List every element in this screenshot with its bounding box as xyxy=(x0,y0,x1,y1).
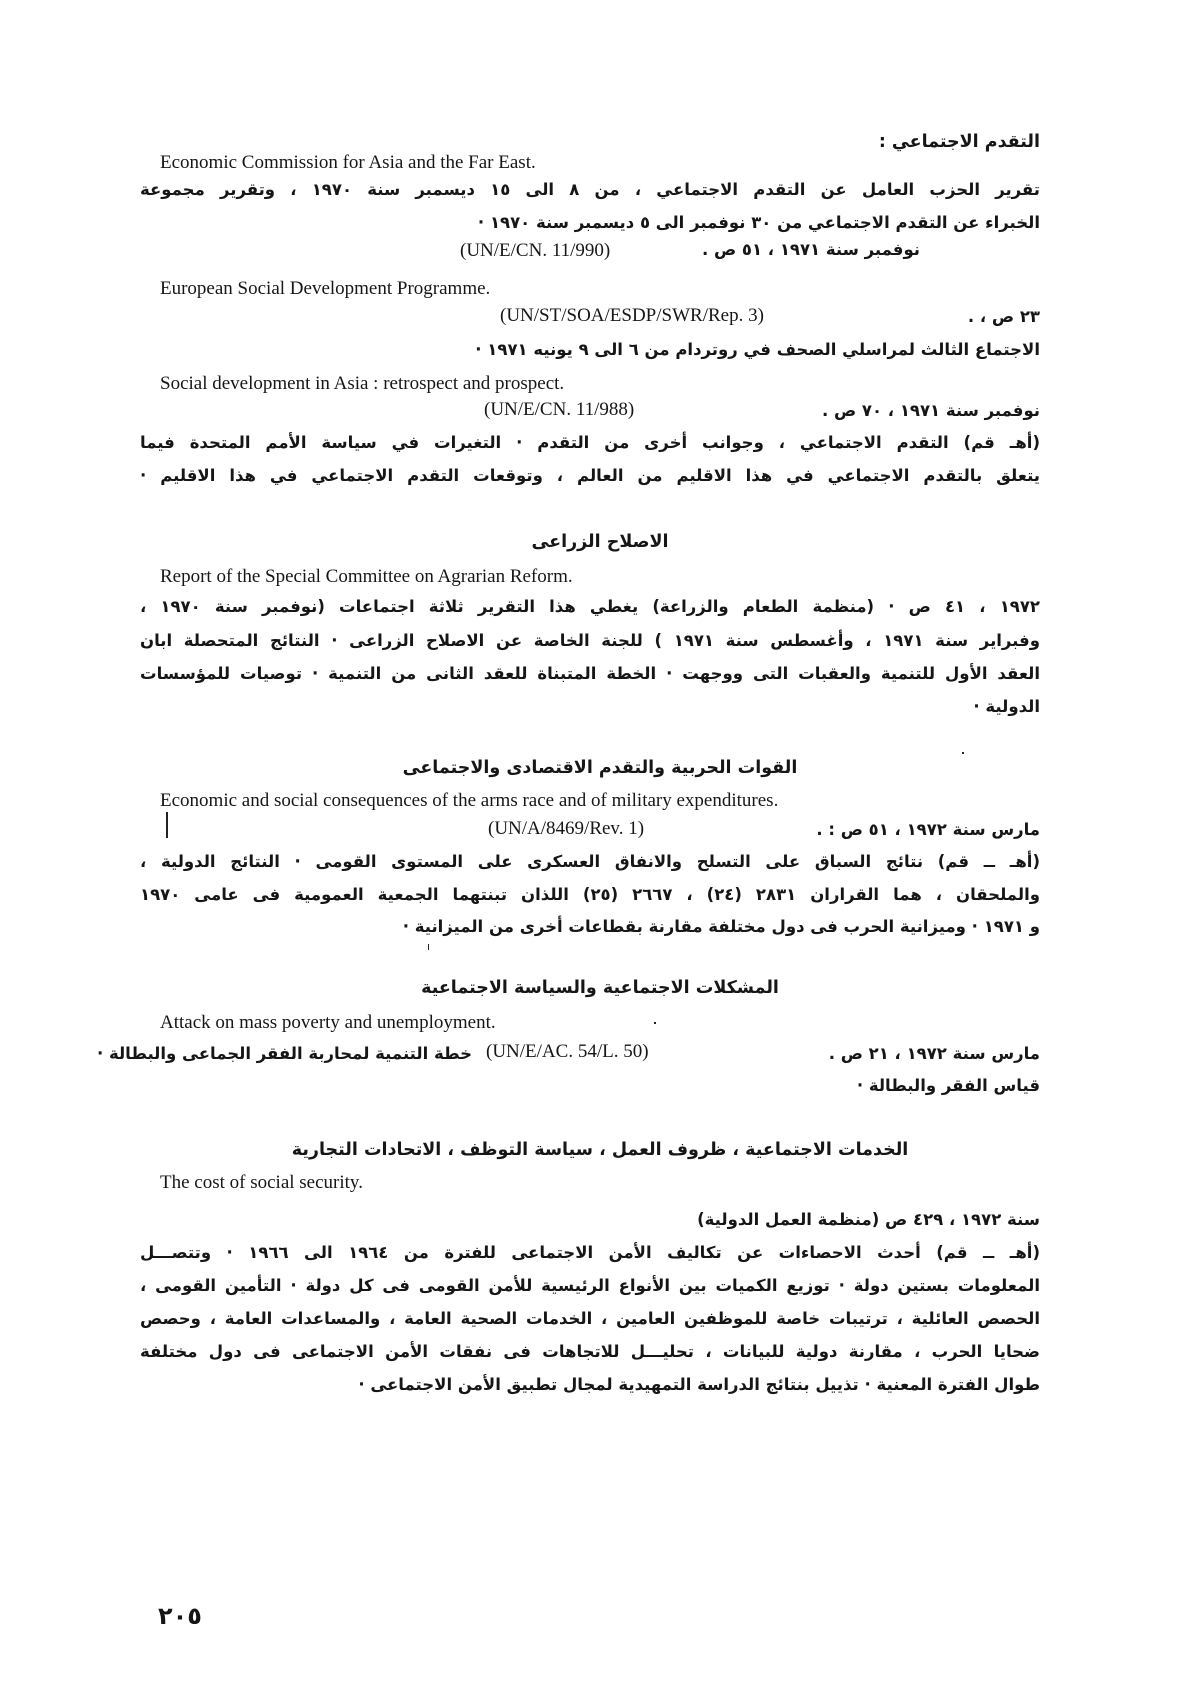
scan-speck xyxy=(428,944,429,950)
section-heading: الخدمات الاجتماعية ، ظروف العمل ، سياسة التوظف ، الاتحادات التجارية xyxy=(291,1140,909,1160)
entry-text-line: العقد الأول للتنمية والعقبات التى ووجهت · الخطة المتبناة للعقد الثانى من التنمية · توصيات للمؤسسات xyxy=(140,664,1040,683)
citation-ar: سنة ١٩٧٢ ، ٤٢٩ ص (منظمة العمل الدولية) xyxy=(697,1210,1040,1229)
entry-title: Attack on mass poverty and unemployment. xyxy=(160,1012,496,1033)
citation-code: (UN/A/8469/Rev. 1) xyxy=(488,818,645,839)
entry-text-line: (أهـ ــ قم) نتائج السباق على التسلح والانفاق العسكرى على المستوى القومى · النتائج الدولية ، xyxy=(140,852,1040,871)
entry-title: Report of the Special Committee on Agrarian Reform. xyxy=(160,566,573,587)
scan-speck xyxy=(654,1022,656,1024)
entry-title: Economic and social consequences of the arms race and of military expenditures. xyxy=(160,790,779,811)
citation-code: (UN/E/CN. 11/988) xyxy=(484,399,635,420)
citation-ar: نوفمبر سنة ١٩٧١ ، ٧٠ ص . xyxy=(821,401,1040,420)
citation-code: (UN/E/AC. 54/L. 50) xyxy=(486,1041,649,1062)
entry-text-line: الحصص العائلية ، ترتيبات خاصة للموظفين العامين ، الخدمات الصحية العامة ، والمساعدات العامة ، وحصص xyxy=(140,1309,1040,1328)
section-heading: القوات الحربية والتقدم الاقتصادى والاجتماعى xyxy=(402,758,798,778)
entry-text-line: المعلومات بستين دولة · توزيع الكميات بين الأنواع الرئيسية للأمن القومى فى كل دولة · التأمين القومى ، xyxy=(140,1276,1040,1295)
entry-title: The cost of social security. xyxy=(160,1172,363,1193)
entry-text-line: الاجتماع الثالث لمراسلي الصحف في روتردام من ٦ الى ٩ يونيه ١٩٧١ · xyxy=(475,340,1040,359)
scan-speck xyxy=(962,752,964,754)
entry-title: European Social Development Programme. xyxy=(160,278,491,299)
entry-text-line: والملحقان ، هما القراران ٢٨٣١ (٢٤) ، ٢٦٦٧ (٢٥) اللذان تبنتهما الجمعية العمومية فى عامى ١٩٧٠ xyxy=(140,885,1040,904)
entry-text-line: يتعلق بالتقدم الاجتماعي في هذا الاقليم من العالم ، وتوقعات التقدم الاجتماعي في هذا الاقليم · xyxy=(140,466,1040,485)
page-number: ٢٠٥ xyxy=(158,1602,202,1630)
citation-ar: مارس سنة ١٩٧٢ ، ٢١ ص . xyxy=(828,1044,1040,1063)
margin-mark xyxy=(166,812,168,838)
citation-ar: ٢٣ ص ، . xyxy=(967,307,1040,326)
entry-text-line: الخبراء عن التقدم الاجتماعي من ٣٠ نوفمبر الى ٥ ديسمبر سنة ١٩٧٠ · xyxy=(477,213,1040,232)
entry-text-line: (أهـ ــ قم) أحدث الاحصاءات عن تكاليف الأمن الاجتماعى للفترة من ١٩٦٤ الى ١٩٦٦ · وتتصـــل xyxy=(140,1243,1040,1262)
section-heading: المشكلات الاجتماعية والسياسة الاجتماعية xyxy=(421,978,779,998)
citation-ar: نوفمبر سنة ١٩٧١ ، ٥١ ص . xyxy=(701,240,920,259)
entry-text-line: قياس الفقر والبطالة · xyxy=(856,1076,1040,1095)
entry-text-line: طوال الفترة المعنية · تذييل بنتائج الدراسة التمهيدية لمجال تطبيق الأمن الاجتماعى · xyxy=(358,1375,1040,1394)
entry-title: Social development in Asia : retrospect and prospect. xyxy=(160,373,565,394)
entry-text-line: وفبراير سنة ١٩٧١ ، وأغسطس سنة ١٩٧١ ) للجنة الخاصة عن الاصلاح الزراعى · النتائج المتحصلة ابان xyxy=(140,631,1040,650)
section-heading: الاصلاح الزراعى xyxy=(531,532,669,552)
entry-text-line: (أهـ قم) التقدم الاجتماعي ، وجوانب أخرى من التقدم · التغيرات في سياسة الأمم المتحدة فيما xyxy=(140,433,1040,452)
entry-text-line: و ١٩٧١ · وميزانية الحرب فى دول مختلفة مقارنة بقطاعات أخرى من الميزانية · xyxy=(402,917,1040,936)
section-heading: التقدم الاجتماعي : xyxy=(878,132,1040,152)
citation-code: (UN/ST/SOA/ESDP/SWR/Rep. 3) xyxy=(500,305,764,326)
entry-text-line: تقرير الحزب العامل عن التقدم الاجتماعي ، من ٨ الى ١٥ ديسمبر سنة ١٩٧٠ ، وتقرير مجموعة xyxy=(140,180,1041,199)
entry-text-line: ١٩٧٢ ، ٤١ ص · (منظمة الطعام والزراعة) يغطي هذا التقرير ثلاثة اجتماعات (نوفمبر سنة ١٩٧٠ ، xyxy=(140,597,1040,616)
entry-title: Economic Commission for Asia and the Far East. xyxy=(160,152,536,173)
entry-text-line: ضحايا الحرب ، مقارنة دولية للبيانات ، تحليـــل للاتجاهات فى نفقات الأمن الاجتماعى فى دول مختلفة xyxy=(140,1342,1040,1361)
entry-text-line: الدولية · xyxy=(973,697,1040,716)
citation-code: (UN/E/CN. 11/990) xyxy=(460,240,611,261)
citation xyxy=(702,240,920,260)
citation-note: خطة التنمية لمحاربة الفقر الجماعى والبطالة · xyxy=(96,1044,472,1063)
citation-ar: مارس سنة ١٩٧٢ ، ٥١ ص : . xyxy=(816,820,1040,839)
